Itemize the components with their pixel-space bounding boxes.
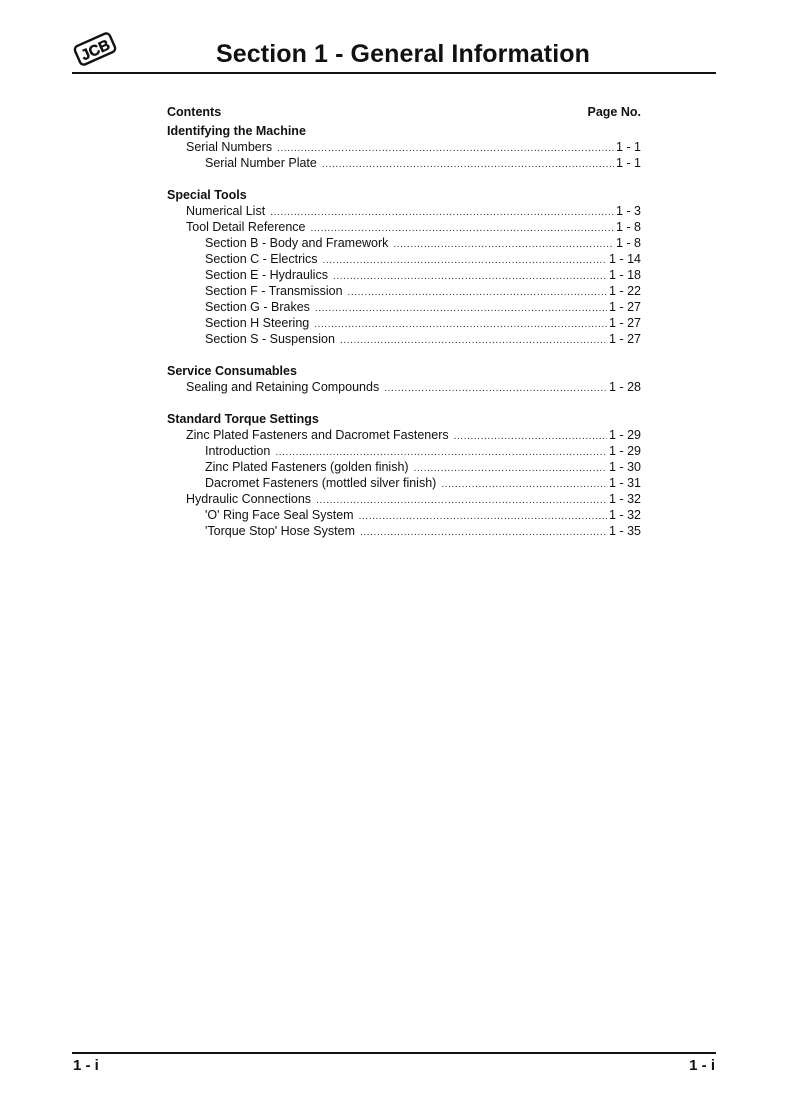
toc-entry[interactable] xyxy=(167,235,641,251)
toc-section-title: Special Tools xyxy=(167,188,247,202)
toc-entry-page: 1 - 22 xyxy=(609,284,641,298)
toc-section xyxy=(167,363,641,395)
toc-entry-page: 1 - 31 xyxy=(609,476,641,490)
toc-entry[interactable] xyxy=(167,283,641,299)
toc-section xyxy=(167,411,641,539)
toc-sections xyxy=(167,123,641,539)
toc-entry-label: Section G - Brakes xyxy=(205,300,310,314)
toc-entry[interactable] xyxy=(167,315,641,331)
toc-section-title: Service Consumables xyxy=(167,364,297,378)
toc-entry[interactable] xyxy=(167,331,641,347)
toc-entry-label: Zinc Plated Fasteners (golden finish) xyxy=(205,460,409,474)
toc-entry[interactable] xyxy=(167,491,641,507)
toc-entry-page: 1 - 8 xyxy=(615,220,641,234)
toc-entry-page: 1 - 27 xyxy=(609,316,641,330)
toc-entry-label: Section E - Hydraulics xyxy=(205,268,328,282)
toc-section-title: Identifying the Machine xyxy=(167,124,306,138)
toc-entry-page: 1 - 14 xyxy=(609,252,641,266)
dot-leader xyxy=(322,157,614,173)
dot-leader xyxy=(323,253,608,269)
jcb-logo xyxy=(72,30,118,68)
toc-entry-label: Sealing and Retaining Compounds xyxy=(186,380,380,394)
toc-entry-label: Zinc Plated Fasteners and Dacromet Fasteners xyxy=(186,428,449,442)
toc-entry-page: 1 - 29 xyxy=(609,444,641,458)
toc-entry-label: Introduction xyxy=(205,444,271,458)
toc-entry[interactable] xyxy=(167,299,641,315)
toc-entry-label: Numerical List xyxy=(186,204,266,218)
toc-entry-label: Serial Numbers xyxy=(186,140,273,154)
toc-entry[interactable] xyxy=(167,443,641,459)
toc-entry[interactable] xyxy=(167,203,641,219)
dot-leader xyxy=(414,461,607,477)
toc-header xyxy=(167,104,641,123)
toc-entry[interactable] xyxy=(167,427,641,443)
svg-text:JCB: JCB xyxy=(78,36,113,65)
table-of-contents xyxy=(167,104,641,555)
toc-entry[interactable] xyxy=(167,507,641,523)
footer-page-number-left: 1 - i xyxy=(73,1057,99,1074)
dot-leader xyxy=(360,525,607,541)
header-divider xyxy=(72,72,716,74)
toc-entry[interactable] xyxy=(167,139,641,155)
toc-entry[interactable] xyxy=(167,251,641,267)
dot-leader xyxy=(340,333,607,349)
toc-entry[interactable] xyxy=(167,219,641,235)
toc-entry-page: 1 - 32 xyxy=(609,508,641,522)
toc-section-title: Standard Torque Settings xyxy=(167,412,319,426)
dot-leader xyxy=(393,237,614,253)
toc-entry-page: 1 - 1 xyxy=(615,140,641,154)
dot-leader xyxy=(277,141,614,157)
contents-heading: Contents xyxy=(167,105,222,119)
toc-entry-page: 1 - 27 xyxy=(609,332,641,346)
dot-leader xyxy=(316,493,607,509)
footer-page-number-right: 1 - i xyxy=(689,1057,715,1074)
toc-entry[interactable] xyxy=(167,523,641,539)
toc-entry[interactable] xyxy=(167,459,641,475)
toc-entry-page: 1 - 1 xyxy=(615,156,641,170)
toc-entry[interactable] xyxy=(167,379,641,395)
toc-entry-page: 1 - 32 xyxy=(609,492,641,506)
dot-leader xyxy=(384,381,607,397)
dot-leader xyxy=(359,509,607,525)
toc-entry-label: Section C - Electrics xyxy=(205,252,318,266)
toc-entry-page: 1 - 28 xyxy=(609,380,641,394)
toc-entry[interactable] xyxy=(167,267,641,283)
dot-leader xyxy=(315,301,607,317)
dot-leader xyxy=(314,317,607,333)
toc-entry-label: 'Torque Stop' Hose System xyxy=(205,524,355,538)
dot-leader xyxy=(270,205,614,221)
toc-entry[interactable] xyxy=(167,475,641,491)
toc-entry-page: 1 - 30 xyxy=(609,460,641,474)
footer-divider xyxy=(72,1052,716,1054)
toc-entry-label: Hydraulic Connections xyxy=(186,492,312,506)
toc-entry-label: Tool Detail Reference xyxy=(186,220,306,234)
toc-entry[interactable] xyxy=(167,155,641,171)
toc-entry-page: 1 - 8 xyxy=(615,236,641,250)
toc-entry-page: 1 - 29 xyxy=(609,428,641,442)
toc-entry-label: Section H Steering xyxy=(205,316,310,330)
toc-entry-page: 1 - 18 xyxy=(609,268,641,282)
toc-entry-page: 1 - 35 xyxy=(609,524,641,538)
toc-section xyxy=(167,123,641,171)
toc-entry-label: Dacromet Fasteners (mottled silver finish) xyxy=(205,476,437,490)
toc-entry-label: Section B - Body and Framework xyxy=(205,236,389,250)
page-no-heading: Page No. xyxy=(587,105,641,119)
dot-leader xyxy=(333,269,607,285)
toc-entry-page: 1 - 3 xyxy=(615,204,641,218)
dot-leader xyxy=(348,285,607,301)
toc-entry-label: Section F - Transmission xyxy=(205,284,343,298)
dot-leader xyxy=(454,429,607,445)
toc-section xyxy=(167,187,641,347)
toc-entry-label: Serial Number Plate xyxy=(205,156,317,170)
page-title: Section 1 - General Information xyxy=(216,40,590,68)
toc-entry-label: 'O' Ring Face Seal System xyxy=(205,508,354,522)
toc-entry-page: 1 - 27 xyxy=(609,300,641,314)
dot-leader xyxy=(441,477,607,493)
toc-entry-label: Section S - Suspension xyxy=(205,332,335,346)
